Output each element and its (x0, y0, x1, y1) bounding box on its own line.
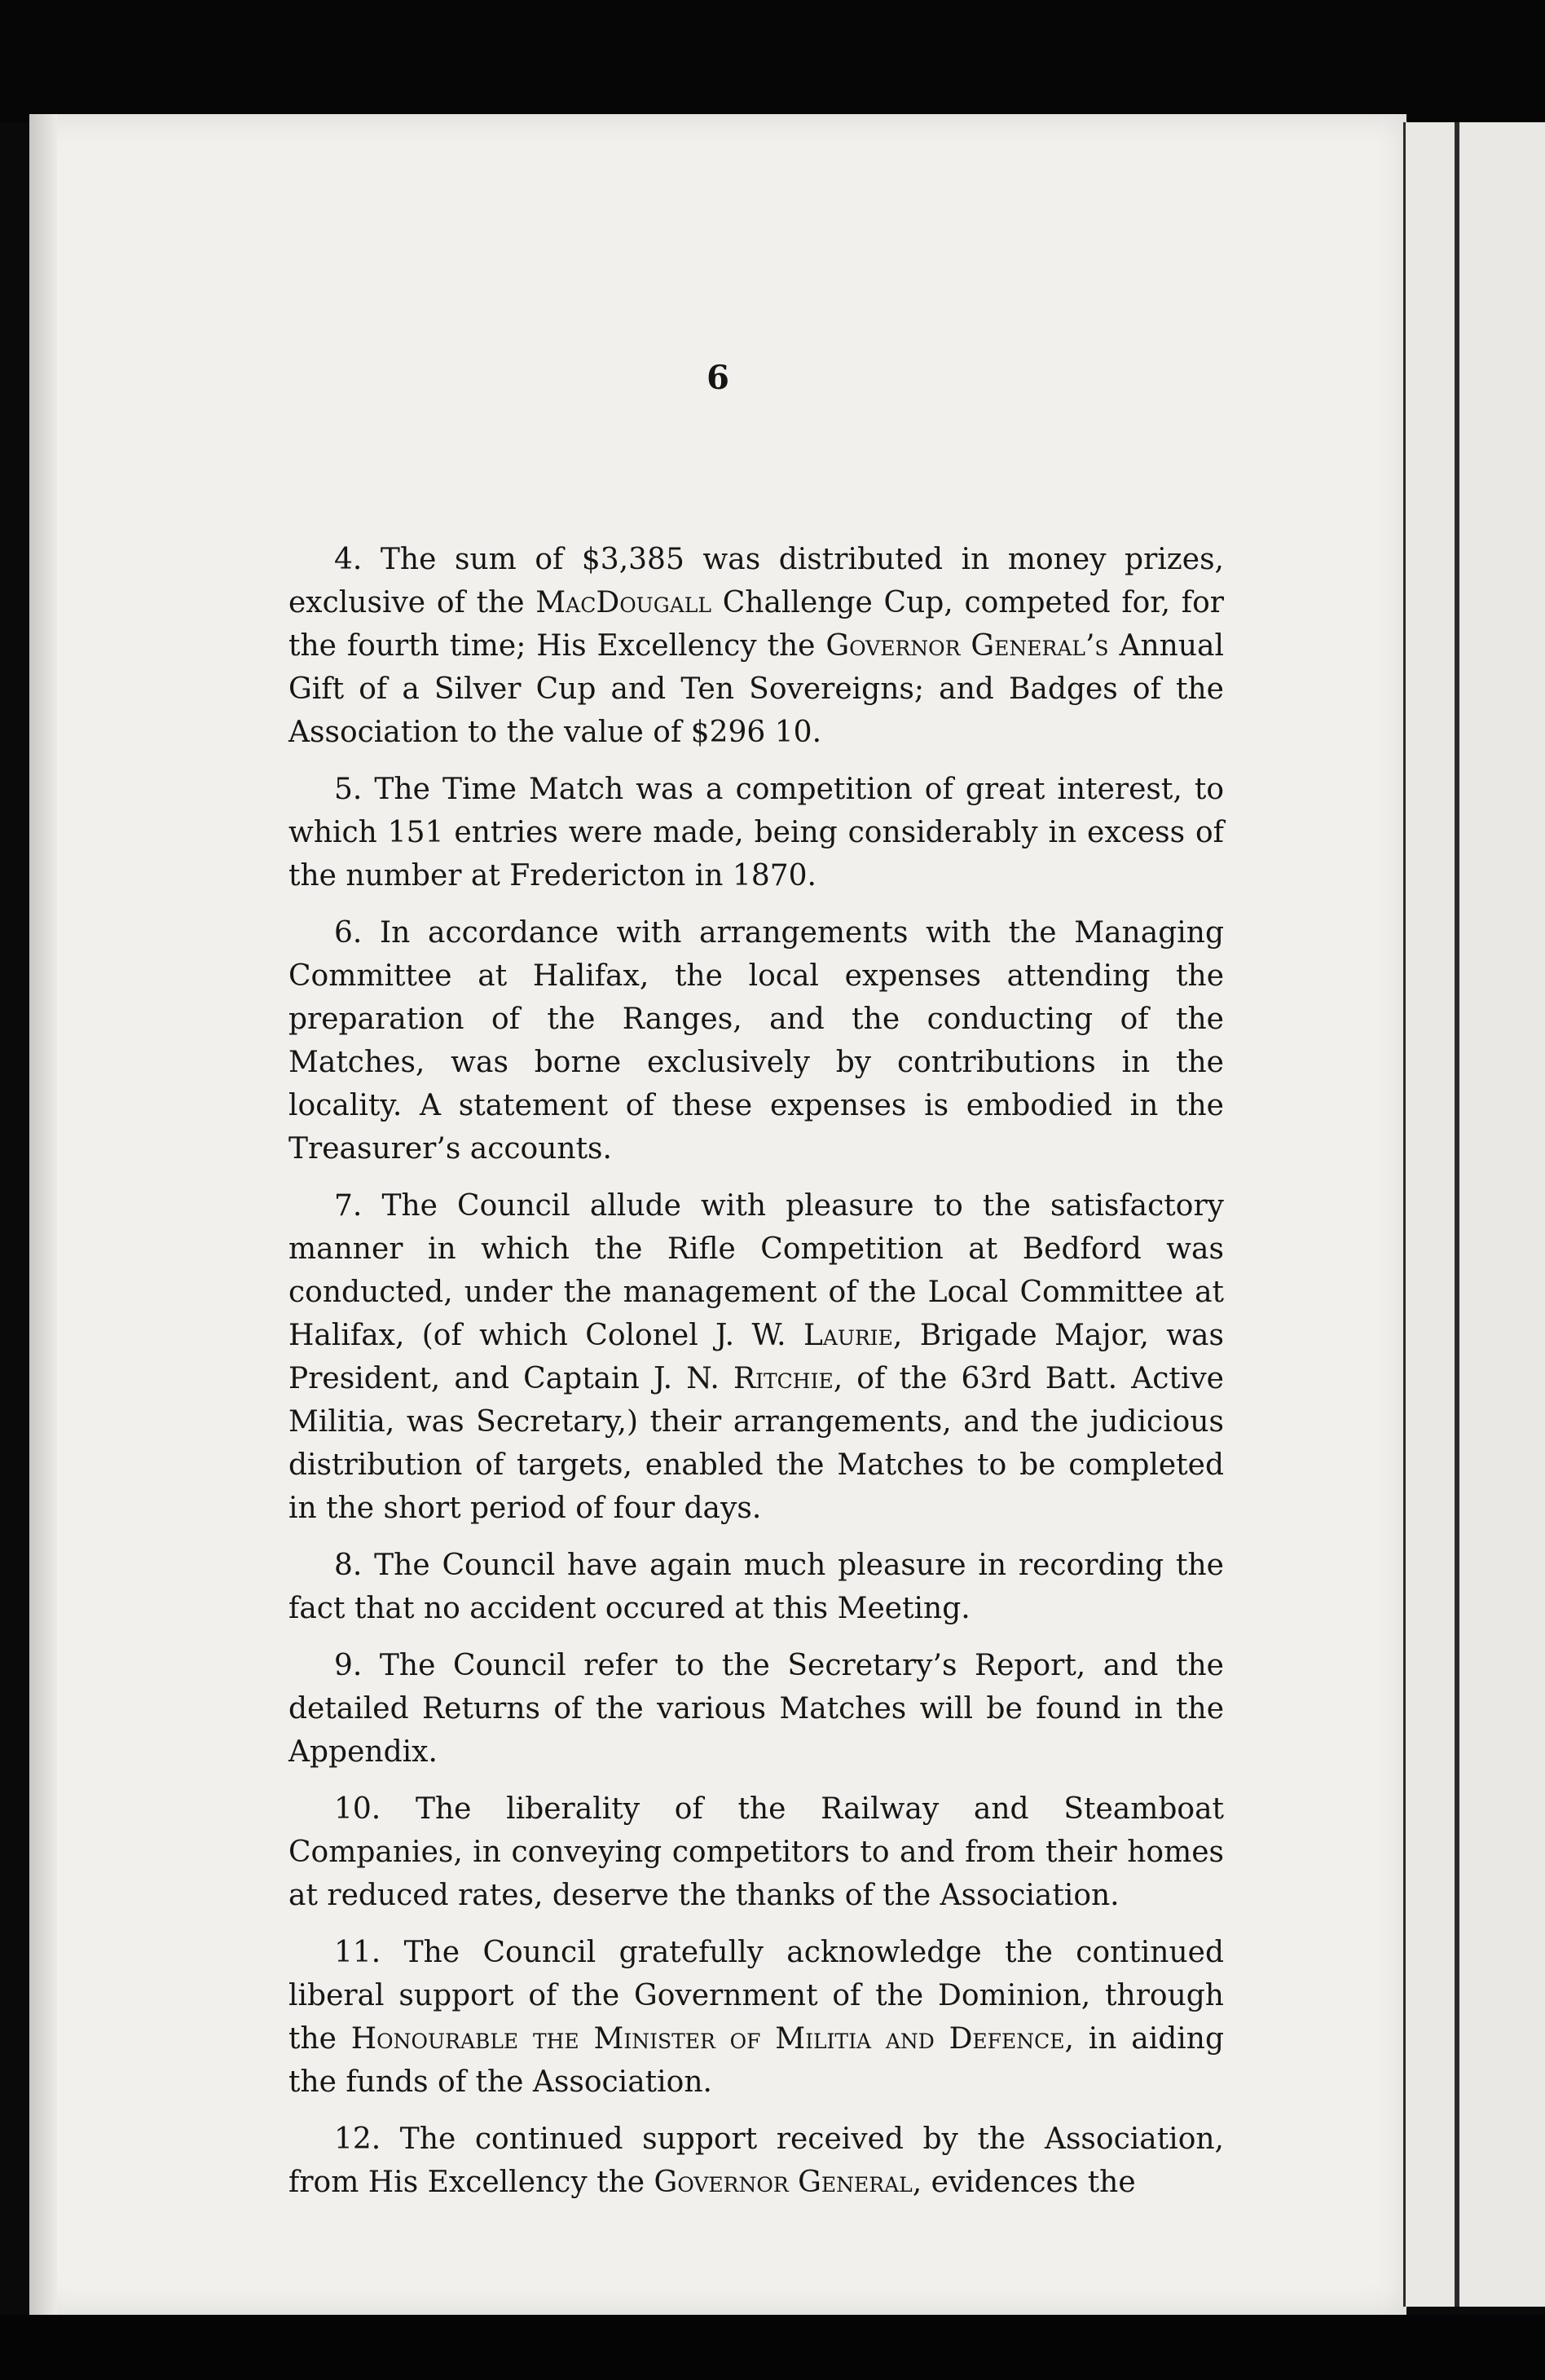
page-number: 6 (706, 359, 729, 397)
paragraph-9: 9. The Council refer to the Secretary’s Report, and the detailed Returns of the various Matches will be found in the Appendix. (288, 1649, 1224, 1769)
scan-background-top (0, 0, 1545, 122)
paragraph-4: 4. The sum of $3,385 was distributed in money prizes, exclusive of the MacDougall Challenge Cup, competed for, for the fourth time; His Excellency the Governor General’s Annual Gift of a Silver Cup and Ten Sovereigns; and Badges of the Association to the value of $296 10. (288, 543, 1224, 749)
paragraph-5: 5. The Time Match was a competition of great interest, to which 151 entries were made, being considerably in excess of the number at Fredericton in 1870. (288, 773, 1224, 892)
scan-background-bottom (0, 2315, 1545, 2380)
document-page (29, 114, 1406, 2315)
paragraph-10: 10. The liberality of the Railway and Steamboat Companies, in conveying competitors to and from their homes at reduced rates, deserve the thanks of the Association. (288, 1792, 1224, 1912)
adjacent-page-edge (1403, 122, 1545, 2307)
paragraph-6: 6. In accordance with arrangements with the Managing Committee at Halifax, the local expenses attending the preparation of the Ranges, and the conducting of the Matches, was borne exclusively by contributions in the locality. A statement of these expenses is embodied in the Treasurer’s accounts. (288, 916, 1224, 1166)
paragraph-12: 12. The continued support received by the Association, from His Excellency the Governor General, evidences the (288, 2122, 1224, 2199)
body-text (288, 538, 1224, 2218)
paragraph-8: 8. The Council have again much pleasure in recording the fact that no accident occured at this Meeting. (288, 1549, 1224, 1625)
page-binding-edge (29, 114, 57, 2315)
paragraph-11: 11. The Council gratefully acknowledge the continued liberal support of the Government of the Dominion, through the Honourable the Minister of Militia and Defence, in aiding the funds of the Association. (288, 1936, 1225, 2099)
paragraph-7: 7. The Council allude with pleasure to the satisfactory manner in which the Rifle Competition at Bedford was conducted, under the management of the Local Committee at Halifax, (of which Colonel J. W. Laurie, Brigade Major, was President, and Captain J. N. Ritchie, of the 63rd Batt. Active Militia, was Secretary,) their arrangements, and the judicious distribution of targets, enabled the Matches to be completed in the short period of four days. (288, 1189, 1224, 1525)
page-fold-shadow (1455, 122, 1459, 2307)
